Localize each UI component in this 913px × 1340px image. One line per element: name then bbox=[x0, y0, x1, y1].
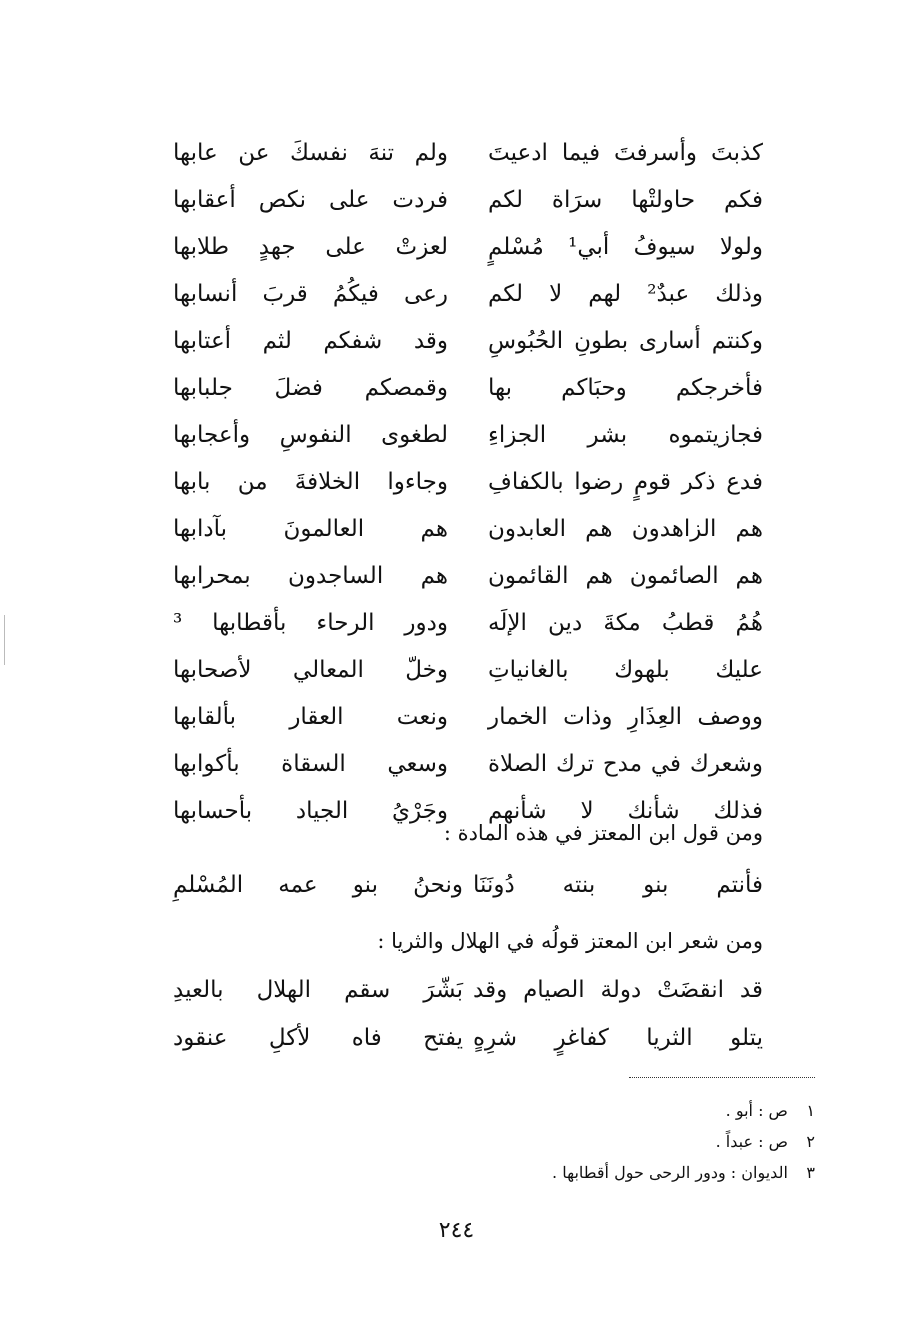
footnote-text: ص : أبو . bbox=[725, 1101, 788, 1120]
verse-line bbox=[173, 412, 763, 458]
verse-second-hemistich: رعى فيكُمُ قربَ أنسابها bbox=[173, 281, 448, 307]
verse-second-hemistich: هم الساجدون بمحرابها bbox=[173, 563, 448, 589]
verse-line bbox=[173, 600, 763, 646]
verse-second-hemistich: بَشّرَ سقم الهلال بالعيدِ bbox=[173, 977, 463, 1003]
footnote bbox=[315, 1158, 815, 1188]
verse-line bbox=[173, 967, 763, 1013]
verse-first-hemistich: يتلو الثريا كفاغرٍ شرِهٍ bbox=[473, 1025, 763, 1051]
verse-line bbox=[173, 1015, 763, 1061]
verse-second-hemistich: ونحنُ بنو عمه المُسْلمِ bbox=[173, 872, 463, 898]
footnote bbox=[315, 1096, 815, 1126]
verse-first-hemistich: فأخرجكم وحبَاكم بها bbox=[488, 375, 763, 401]
verse-first-hemistich: وذلك عبدٌ² لهم لا لكم bbox=[488, 281, 764, 307]
verse-first-hemistich: كذبتَ وأسرفتَ فيما ادعيتَ bbox=[488, 140, 763, 166]
verse-first-hemistich: فأنتم بنو بنته دُونَنَا bbox=[473, 872, 763, 898]
verse-first-hemistich: ووصف العِذَارِ وذات الخمار bbox=[488, 704, 763, 730]
verse-second-hemistich: يفتح فاه لأكلِ عنقود bbox=[173, 1025, 463, 1051]
scan-margin-mark bbox=[4, 615, 5, 665]
verse-first-hemistich: فجازيتموه بشر الجزاءِ bbox=[488, 422, 763, 448]
verse-first-hemistich: ولولا سيوفُ أبي¹ مُسْلمٍ bbox=[488, 234, 763, 260]
intro-paragraph: ومن قول ابن المعتز في هذه المادة : bbox=[443, 821, 763, 845]
verse-line bbox=[173, 365, 763, 411]
verse-first-hemistich: عليك بلهوك بالغانياتِ bbox=[488, 657, 763, 683]
verse-first-hemistich: وشعرك في مدح ترك الصلاة bbox=[488, 751, 763, 777]
verse-line bbox=[173, 741, 763, 787]
verse-line bbox=[173, 318, 763, 364]
verse-line bbox=[173, 694, 763, 740]
verse-second-hemistich: وقد شفكم لثم أعتابها bbox=[173, 328, 448, 354]
verse-second-hemistich: ونعت العقار بألقابها bbox=[173, 704, 448, 730]
footnote-text: ص : عبداً . bbox=[715, 1132, 788, 1151]
verse-second-hemistich: وخلّ المعالي لأصحابها bbox=[173, 657, 448, 683]
verse-first-hemistich: وكنتم أسارى بطونِ الحُبُوسِ bbox=[488, 328, 763, 354]
verse-first-hemistich: هم الزاهدون هم العابدون bbox=[488, 516, 763, 542]
verse-line bbox=[173, 506, 763, 552]
verse-first-hemistich: فدع ذكر قومٍ رضوا بالكفافِ bbox=[488, 469, 763, 495]
verse-line bbox=[173, 130, 763, 176]
verse-second-hemistich: هم العالمونَ بآدابها bbox=[173, 516, 448, 542]
verse-second-hemistich: وسعي السقاة بأكوابها bbox=[173, 751, 448, 777]
verse-second-hemistich: فردت على نكص أعقابها bbox=[173, 187, 448, 213]
footnote bbox=[315, 1127, 815, 1157]
verse-second-hemistich: وقمصكم فضلَ جلبابها bbox=[173, 375, 448, 401]
footnote-number: ٣ bbox=[806, 1163, 815, 1182]
verse-line bbox=[173, 459, 763, 505]
verse-second-hemistich: ولم تنهَ نفسكَ عن عابها bbox=[173, 140, 448, 166]
verse-second-hemistich: لطغوى النفوسِ وأعجابها bbox=[173, 422, 448, 448]
verse-first-hemistich: هم الصائمون هم القائمون bbox=[488, 563, 763, 589]
verse-second-hemistich: لعزتْ على جهدٍ طلابها bbox=[173, 234, 448, 260]
verse-line bbox=[173, 553, 763, 599]
footnote-number: ٢ bbox=[806, 1132, 815, 1151]
verse-second-hemistich: وجَرْيُ الجياد بأحسابها bbox=[173, 798, 448, 824]
footnote-number: ١ bbox=[806, 1101, 815, 1120]
verse-line bbox=[173, 647, 763, 693]
verse-first-hemistich: هُمُ قطبُ مكةَ دين الإلَه bbox=[488, 610, 763, 636]
verse-first-hemistich: فكم حاولتْها سرَاة لكم bbox=[488, 187, 763, 213]
page-number: ٢٤٤ bbox=[438, 1218, 475, 1243]
footnote-text: الديوان : ودور الرحى حول أقطابها . bbox=[552, 1163, 788, 1182]
verse-line bbox=[173, 224, 763, 270]
verse-line bbox=[173, 177, 763, 223]
verse-first-hemistich: قد انقضَتْ دولة الصيام وقد bbox=[473, 977, 763, 1003]
verse-second-hemistich: وجاءوا الخلافةَ من بابها bbox=[173, 469, 448, 495]
verse-line bbox=[173, 862, 763, 908]
intro-paragraph: ومن شعر ابن المعتز قولُه في الهلال والثريا : bbox=[377, 929, 763, 953]
verse-first-hemistich: فذلك شأنك لا شأنهم bbox=[488, 798, 763, 824]
verse-line bbox=[173, 271, 763, 317]
verse-second-hemistich: ودور الرحاء بأقطابها ³ bbox=[173, 610, 448, 636]
footnote-separator bbox=[629, 1077, 815, 1078]
